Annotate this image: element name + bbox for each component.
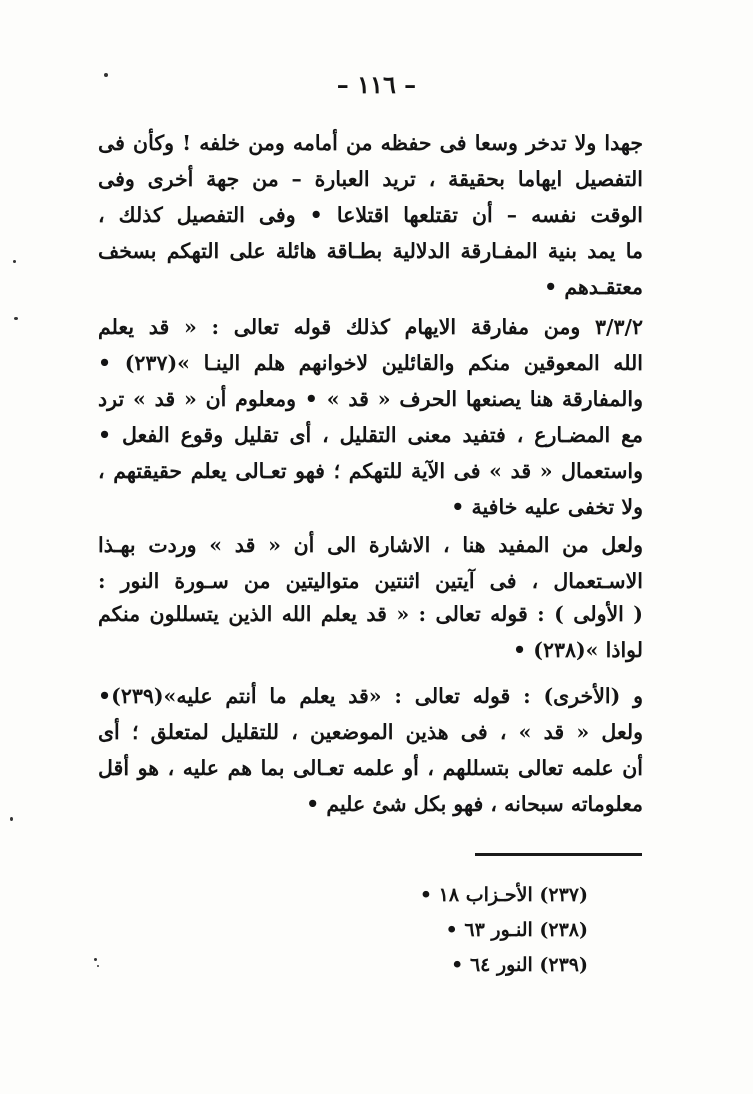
scan-speck	[97, 965, 99, 967]
text-line: الاسـتعمال ، فى آيتين اثنتين متواليتين من سـورة النور :	[98, 569, 643, 593]
paragraph-5	[98, 678, 643, 822]
paragraph-1	[98, 125, 643, 305]
text-line: ولعل « قد » ، فى هذين الموضعين ، للتقليل لمتعلق ؛ أى	[98, 720, 643, 744]
footnotes	[300, 878, 588, 983]
text-line: ( الأولى ) : قوله تعالى : « قد يعلم الله الذين يتسللون منكم	[98, 602, 643, 626]
text-line: و (الأخرى) : قوله تعالى : «قد يعلم ما أنتم عليه»(٢٣٩)•	[98, 684, 643, 708]
text-line: الوقت نفسه – أن تقتلعها اقتلاعا • وفى التفصيل كذلك ،	[98, 203, 643, 227]
footnote-239: (٢٣٩) النور ٦٤ •	[451, 954, 588, 976]
text-line: معلوماته سبحانه ، فهو بكل شئ عليم •	[306, 792, 643, 816]
text-line: ٣/٣/٢ ومن مفارقة الايهام كذلك قوله تعالى : « قد يعلم	[98, 315, 643, 339]
page-number: – ١١٦ –	[336, 70, 417, 99]
text-line: ولعل من المفيد هنا ، الاشارة الى أن « قد » وردت بهـذا	[98, 533, 643, 557]
text-line: أن علمه تعالى بتسللهم ، أو علمه تعـالى بما هم عليه ، هو أقل	[98, 756, 643, 780]
scan-speck	[14, 317, 18, 320]
paragraph-2	[98, 309, 643, 525]
text-line: الله المعوقين منكم والقائلين لاخوانهم هلم الينـا »(٢٣٧) •	[98, 351, 643, 375]
footnote-238: (٢٣٨) النـور ٦٣ •	[445, 919, 588, 941]
scan-speck	[104, 73, 108, 77]
paragraph-3	[98, 527, 643, 599]
text-line: والمفارقة هنا يصنعها الحرف « قد » • ومعلوم أن « قد » ترد	[98, 387, 643, 411]
paragraph-4	[98, 596, 643, 668]
text-line: ولا تخفى عليه خافية •	[451, 495, 643, 519]
scan-speck	[10, 817, 13, 821]
text-line: ما يمد بنية المفـارقة الدلالية بطـاقة هائلة على التهكم بسخف	[98, 239, 643, 263]
text-line: معتقـدهم •	[544, 275, 643, 299]
text-line: جهدا ولا تدخر وسعا فى حفظه من أمامه ومن خلفه ! وكأن فى	[98, 131, 643, 155]
text-line: التفصيل ايهاما بحقيقة ، تريد العبارة – من جهة أخرى وفى	[98, 167, 643, 191]
footnote-divider	[475, 853, 642, 856]
scan-speck	[13, 260, 16, 263]
text-line: واستعمال « قد » فى الآية للتهكم ؛ فهو تعـالى يعلم حقيقتهم ،	[98, 459, 643, 483]
scan-speck	[94, 958, 97, 961]
text-line: لواذا »(٢٣٨) •	[512, 638, 643, 662]
text-line: مع المضـارع ، فتفيد معنى التقليل ، أى تقليل وقوع الفعل •	[98, 423, 643, 447]
footnote-237: (٢٣٧) الأحـزاب ١٨ •	[419, 884, 588, 906]
